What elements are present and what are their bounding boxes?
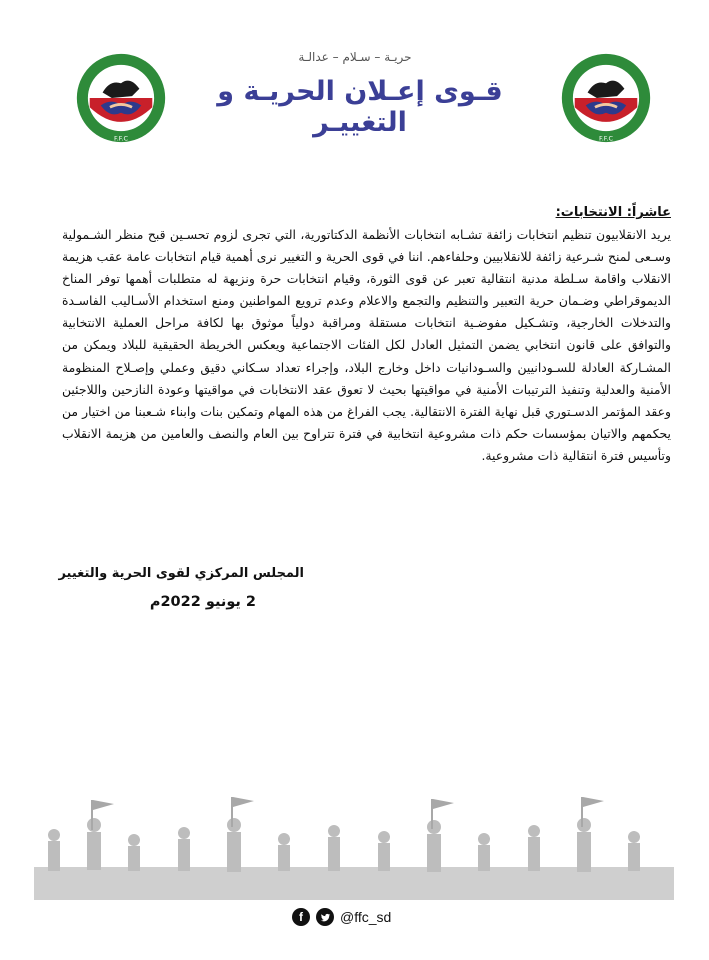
- organization-name: قـوى إعـلان الحريـة و التغييـر: [217, 76, 503, 138]
- twitter-handle[interactable]: @ffc_sd: [340, 909, 392, 925]
- ffc-logo-left: [75, 52, 167, 144]
- body-paragraph: يريد الانقلابيون تنظيم انتخابات زائفة تشـابه انتخابات الأنظمة الدكتاتورية، التي تجرى لزوم تحسـين قبح منظر الشـمولية وسـعى لمنح شـرعية زائفة للانقلابيين وحلفاءهم. اننا في قوى الحرية و التغيير نرى أهمية قيام انتخابات عامة عقب هزيمة الانقلاب واقامة سـلطة مدنية انتقالية تعبر عن قوى الثورة، وقيام انتخابات حرة ونزيهة له متطلبات أهمها توفر المناخ الديموقراطي وضـمان حرية التعبير والتنظيم والتجمع والاعلام وعدم ترويع المواطنين ومنع استخدام الأسـاليب الفاسـدة والتدخلات الخارجية، وتشـكيل مفوضـية انتخابات مستقلة ومراقبة دولياً موثوق بها لكافة مراحل العملية الانتخابية والتوافق على قانون انتخابي يضمن التمثيل العادل لكل الفئات الاجتماعية ويعكس الخريطة الحقيقية للبلاد ويمكن من المشـاركة العادلة للسـودانيين والسـودانيات داخل وخارج البلاد، وإجراء تعداد سـكاني دقيق وعملي وإصـلاح المنظومة الأمنية والعدلية وتنفيذ الترتيبات الأمنية في مواقيتها بحيث لا تعوق عقد الانتخابات في مواقيتها وعودة النازحين واللاجئين وعقد المؤتمر الدسـتوري قبل نهاية الفترة الانتقالية. يجب الفراغ من هذه المهام وتمكين بنات وابناء شـعبنا من اختيار من يحكمهم والاتيان بمؤسسات حكم ذات مشروعية انتخابية في فترة تتراوح بين العام والنصف والعامين من هزيمة الانقلاب وتأسيس فترة انتقالية ذات مشروعية.: [62, 227, 671, 463]
- signatory: المجلس المركزي لقوى الحرية والتغيير: [58, 566, 304, 581]
- svg-text:F.F.C: F.F.C: [599, 134, 613, 143]
- section-title: عاشراً: الانتخابات:: [555, 205, 671, 220]
- signature-date: 2 يونيو 2022م: [149, 594, 256, 610]
- svg-text:F.F.C: F.F.C: [114, 134, 128, 143]
- slogan: حريـة – سـلام – عدالـة: [298, 50, 412, 64]
- protest-crowd-illustration: [34, 795, 674, 900]
- body-text: [62, 224, 671, 467]
- signature-block: [44, 560, 304, 616]
- ffc-logo-right: [560, 52, 652, 144]
- social-links: [292, 906, 391, 928]
- twitter-icon[interactable]: [316, 908, 334, 926]
- facebook-icon[interactable]: f: [292, 908, 310, 926]
